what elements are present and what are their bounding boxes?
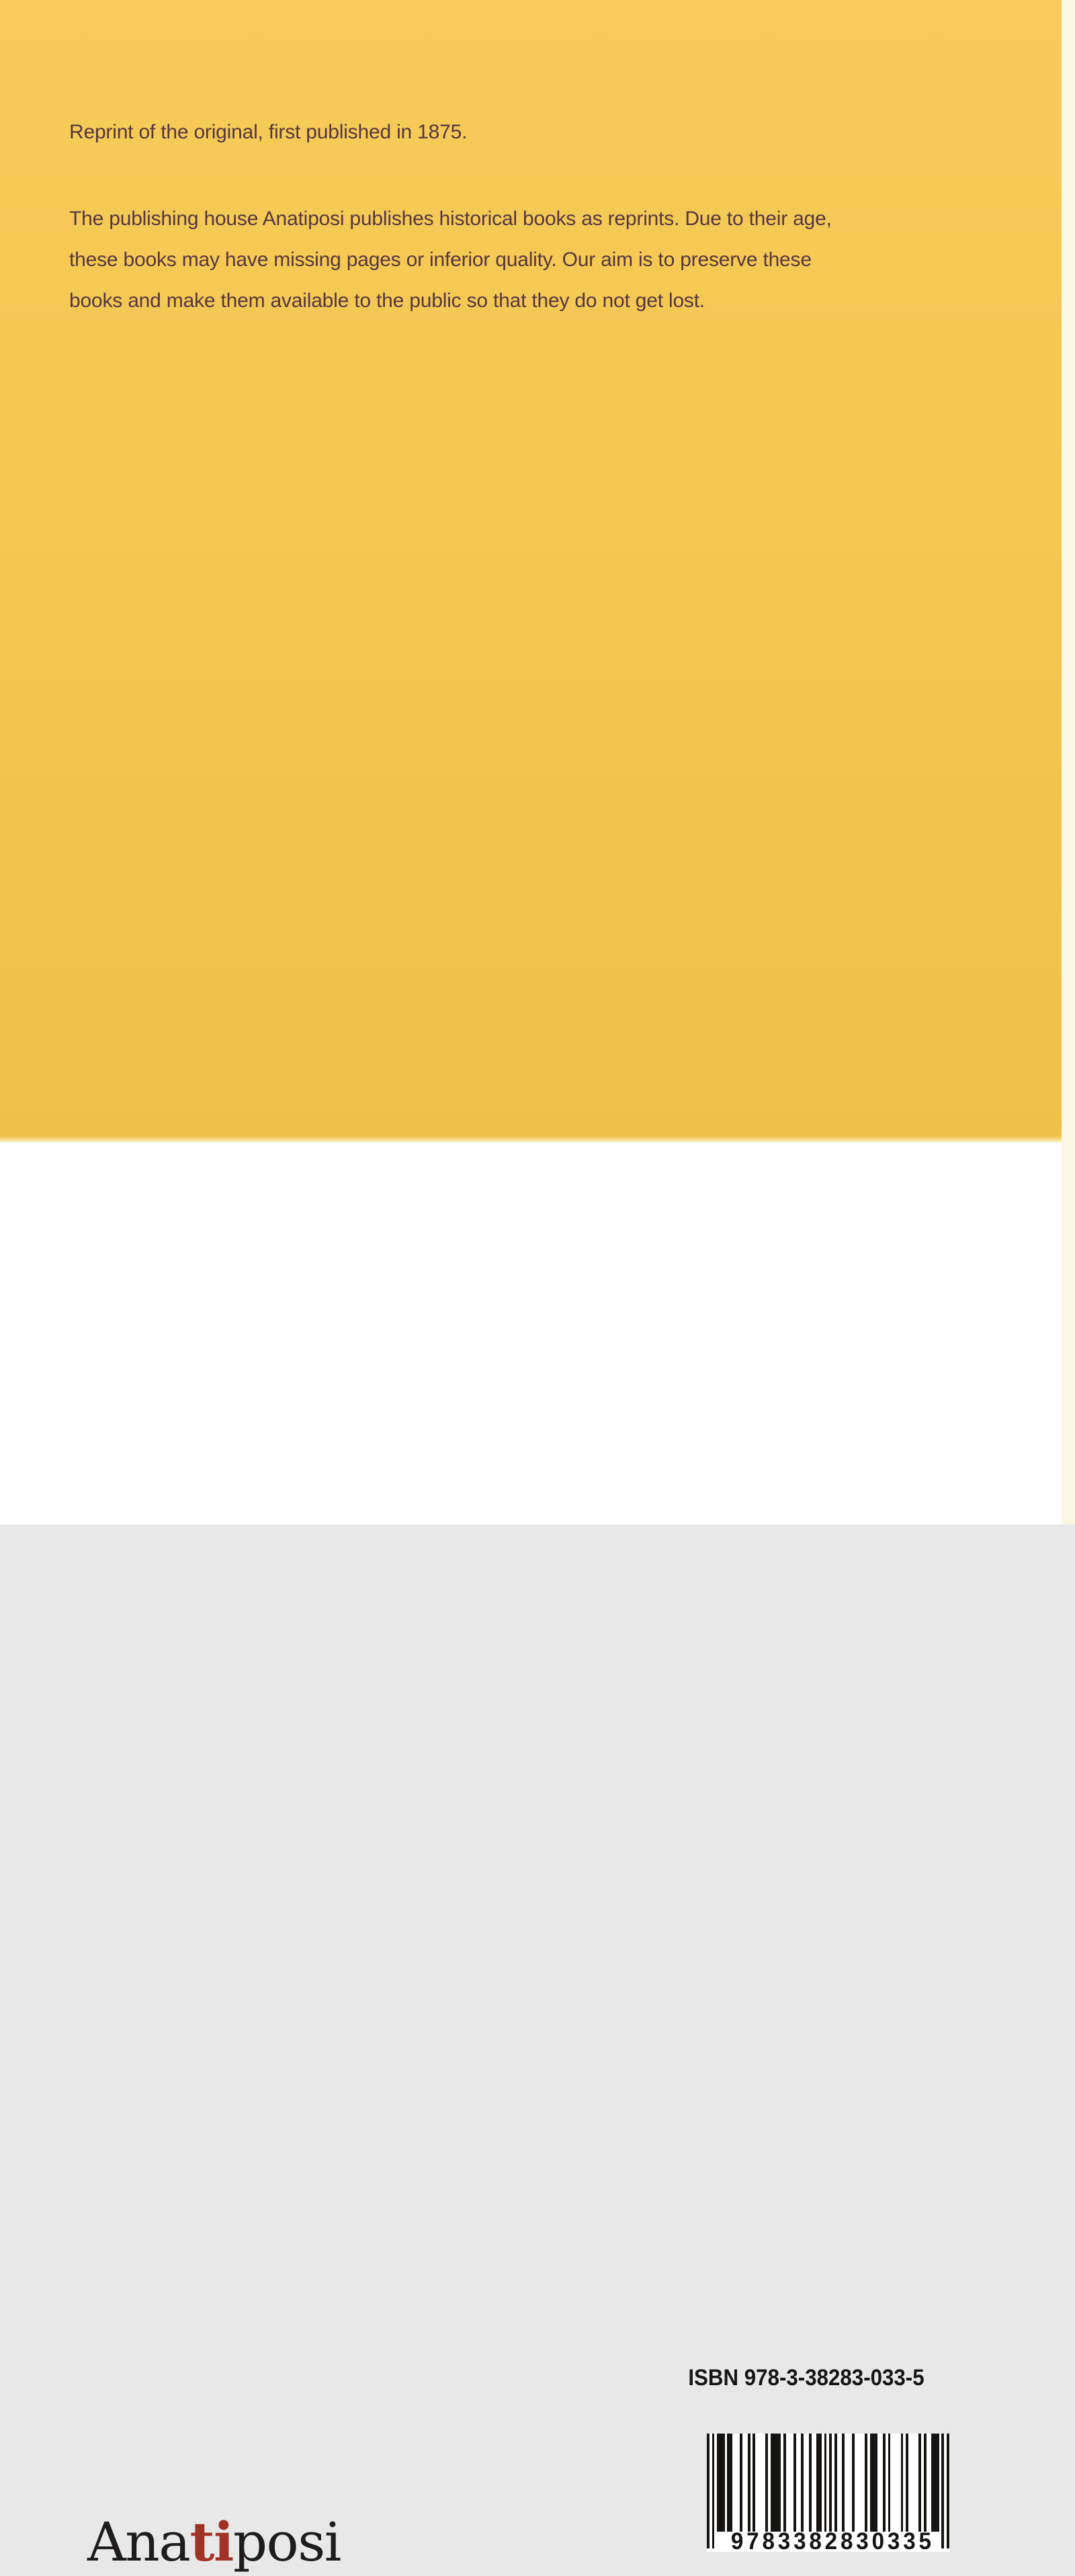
publisher-logo <box>87 2508 341 2576</box>
page-edge-strip <box>1062 0 1075 1525</box>
publisher-description-line-1: The publishing house Anatiposi publishes historical books as reprints. Due to their age, <box>69 208 832 230</box>
logo-text-prefix: Ana <box>87 2511 190 2573</box>
cover-top-yellow-panel <box>0 0 1062 1142</box>
logo-text-suffix: posi <box>232 2511 341 2573</box>
logo-text-accent: ti <box>189 2510 233 2573</box>
publisher-description <box>69 198 956 321</box>
isbn-label: ISBN 978-3-38283-033-5 <box>688 2365 924 2391</box>
publisher-description-line-2: these books may have missing pages or inferior quality. Our aim is to preserve these <box>69 249 812 271</box>
ean13-barcode <box>707 2434 950 2552</box>
cover-bottom-white-panel <box>0 1142 1062 2573</box>
reprint-note: Reprint of the original, first published in 1875. <box>69 121 468 143</box>
barcode-digits: 9 7 8 3 3 8 2 8 3 0 3 3 5 <box>730 2528 932 2554</box>
publisher-description-line-3: books and make them available to the public so that they do not get lost. <box>69 290 705 312</box>
